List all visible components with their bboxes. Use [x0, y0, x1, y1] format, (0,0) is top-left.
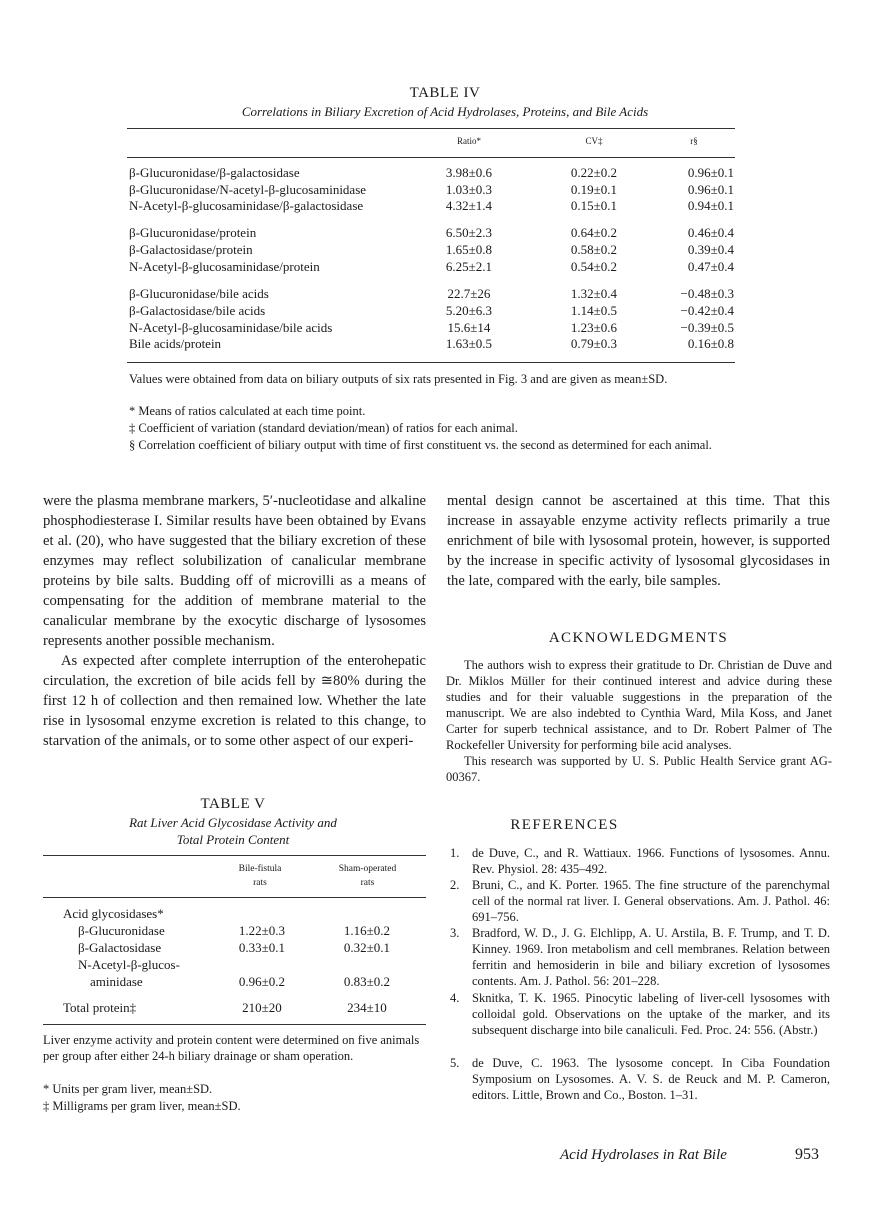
reference-item [450, 1055, 830, 1103]
cv-cell: 0.54±0.2 [570, 259, 618, 274]
page-number: 953 [795, 1146, 819, 1163]
cv-cell: 0.79±0.3 [570, 336, 618, 351]
reference-item [450, 845, 830, 877]
reference-item [450, 925, 830, 989]
left-column-text [43, 491, 426, 751]
table-v-subtitle: Total Protein Content [176, 832, 290, 847]
paragraph: mental design cannot be ascertained at this time. That this increase in assayable enzyme activity reflects primarily a true enrichment of bile with lysosomal protein, however, is supported by the increase in specific activity of lysosomal glycosidases in the late, compared with the early, bile samples. [447, 493, 830, 589]
table-row [129, 225, 735, 242]
row-label: β-Glucuronidase/protein [129, 225, 257, 240]
bile-fistula-cell: 0.33±0.1 [238, 940, 286, 955]
row-label: β-Glucuronidase/N-acetyl-β-glucosaminidase [129, 182, 367, 197]
sham-cell: 234±10 [347, 1000, 387, 1015]
r-cell: −0.48±0.3 [680, 286, 734, 301]
reference-number: 5. [450, 1056, 460, 1070]
row-label: N-Acetyl-β-glucosaminidase/bile acids [129, 320, 333, 335]
total-label: Total protein‡ [63, 1000, 137, 1015]
ratio-cell: 4.32±1.4 [445, 198, 493, 213]
sham-cell: 0.32±0.1 [343, 940, 391, 955]
ratio-cell: 3.98±0.6 [445, 165, 493, 180]
row-label: β-Glucuronidase/β-galactosidase [129, 165, 300, 180]
reference-item [450, 877, 830, 925]
cv-cell: 0.22±0.2 [570, 165, 618, 180]
row-label: β-Galactosidase/bile acids [129, 303, 266, 318]
table-iv-top-rule [127, 128, 735, 129]
references-heading: REFERENCES [510, 817, 619, 833]
reference-number: 4. [450, 991, 460, 1005]
cv-cell: 1.23±0.6 [570, 320, 618, 335]
acknowledgments-text [446, 657, 832, 785]
table-row [129, 242, 735, 259]
table-iv-header-ratio: Ratio* [457, 136, 481, 146]
ratio-cell: 1.65±0.8 [445, 242, 493, 257]
r-cell: 0.16±0.8 [687, 336, 734, 351]
reference-text: Sknitka, T. K. 1965. Pinocytic labeling of liver-cell lysosomes with colloidal gold. Observations on the uptake of the marker, and its subsequent discharge into bile canaliculi. Fed. Proc. 24: 556. (Abstr.) [472, 991, 830, 1037]
header-line: rats [360, 878, 375, 888]
row-label: N-Acetyl-β-glucos- [78, 957, 180, 972]
table-row [129, 336, 735, 353]
table-iv-footnote-cv: ‡ Coefficient of variation (standard deviation/mean) of ratios for each animal. [129, 421, 518, 435]
table-iv-footnote-note: Values were obtained from data on biliary outputs of six rats presented in Fig. 3 and are given as mean±SD. [129, 372, 668, 386]
reference-number: 1. [450, 846, 460, 860]
table-iv-footnote-r: § Correlation coefficient of biliary output with time of first constituent vs. the second as determined for each animal. [129, 438, 712, 452]
table-iv-header-rule [127, 157, 735, 158]
paragraph: This research was supported by U. S. Public Health Service grant AG-00367. [446, 754, 832, 784]
table-iv-header-r: r§ [690, 136, 698, 146]
r-cell: 0.39±0.4 [687, 242, 734, 257]
table-v-footnote-protein: ‡ Milligrams per gram liver, mean±SD. [43, 1099, 241, 1113]
row-label: N-Acetyl-β-glucosaminidase/protein [129, 259, 320, 274]
acknowledgments-heading: ACKNOWLEDGMENTS [548, 630, 729, 646]
row-label: β-Glucuronidase/bile acids [129, 286, 269, 301]
reference-text: Bradford, W. D., J. G. Elchlipp, A. U. Arstila, B. F. Trump, and T. D. Kinney. 1969. Iron metabolism and cell membranes. Relation between ferritin and hemosiderin in bile and biliary excretion of lysosomes contents. Am. J. Pathol. 56: 201–228. [472, 926, 830, 988]
table-iv-header-cv: CV‡ [585, 136, 603, 146]
bile-fistula-cell: 210±20 [242, 1000, 282, 1015]
row-label: β-Galactosidase/protein [129, 242, 253, 257]
ratio-cell: 6.25±2.1 [445, 259, 493, 274]
table-v-header-bile-fistula [215, 862, 305, 890]
table-row [129, 303, 735, 320]
reference-text: Bruni, C., and K. Porter. 1965. The fine structure of the parenchymal cell of the normal rat liver. I. General observations. Am. J. Pathol. 46: 691–756. [472, 878, 830, 924]
table-iv-title: TABLE IV [409, 85, 481, 101]
r-cell: 0.96±0.1 [687, 182, 734, 197]
sham-cell: 0.83±0.2 [343, 974, 391, 989]
row-label: Bile acids/protein [129, 336, 222, 351]
table-row [129, 165, 735, 182]
reference-number: 2. [450, 878, 460, 892]
r-cell: 0.47±0.4 [687, 259, 734, 274]
group-label: Acid glycosidases* [63, 906, 164, 921]
table-row [129, 286, 735, 303]
table-row [129, 259, 735, 276]
table-v-subtitle: Rat Liver Acid Glycosidase Activity and [129, 815, 337, 830]
table-v-title: TABLE V [200, 796, 266, 812]
r-cell: −0.42±0.4 [680, 303, 734, 318]
header-line: Sham-operated [338, 864, 397, 874]
table-iv-subtitle: Correlations in Biliary Excretion of Acid Hydrolases, Proteins, and Bile Acids [241, 104, 649, 119]
bile-fistula-cell: 0.96±0.2 [238, 974, 286, 989]
cv-cell: 1.32±0.4 [570, 286, 618, 301]
r-cell: 0.46±0.4 [687, 225, 734, 240]
cv-cell: 0.19±0.1 [570, 182, 618, 197]
reference-number: 3. [450, 926, 460, 940]
table-row [129, 320, 735, 337]
ratio-cell: 1.03±0.3 [445, 182, 493, 197]
running-head: Acid Hydrolases in Rat Bile [560, 1147, 727, 1163]
table-v-footnote-units: * Units per gram liver, mean±SD. [43, 1082, 213, 1096]
table-v-header-sham [320, 862, 415, 890]
bile-fistula-cell: 1.22±0.3 [238, 923, 286, 938]
r-cell: 0.96±0.1 [687, 165, 734, 180]
ratio-cell: 22.7±26 [447, 286, 491, 301]
row-label: β-Glucuronidase [78, 923, 165, 938]
paragraph: were the plasma membrane markers, 5′-nucleotidase and alkaline phosphodiesterase I. Similar results have been obtained by Evans et al. (20), who have suggested that the biliary excretion of these enzymes may reflect solubilization of canalicular membrane proteins by bile salts. Budding off of microvilli as a means of compensating for the addition of membrane material to the canalicular membrane by the exocytic discharge of lysosomes represents another possible mechanism. [43, 493, 426, 649]
row-label-continued: aminidase [90, 974, 143, 989]
table-v-bottom-rule [43, 1024, 426, 1025]
row-label: N-Acetyl-β-glucosaminidase/β-galactosidase [129, 198, 364, 213]
ratio-cell: 5.20±6.3 [445, 303, 493, 318]
table-row [129, 198, 735, 215]
ratio-cell: 15.6±14 [447, 320, 491, 335]
right-column-text [447, 491, 830, 591]
cv-cell: 0.15±0.1 [570, 198, 618, 213]
reference-item [450, 990, 830, 1038]
ratio-cell: 1.63±0.5 [445, 336, 493, 351]
sham-cell: 1.16±0.2 [343, 923, 391, 938]
reference-text: de Duve, C. 1963. The lysosome concept. In Ciba Foundation Symposium on Lysosomes. A. V. S. de Reuck and M. P. Cameron, editors. Little, Brown and Co., Boston. 1–31. [472, 1056, 830, 1102]
table-iv-bottom-rule [127, 362, 735, 363]
paragraph: As expected after complete interruption of the enterohepatic circulation, the excretion of bile acids fell by ≅80% during the first 12 h of collection and then remained low. Whether the late rise in lysosomal enzyme excretion is related to this change, to starvation of the animals, or to some other aspect of our experi- [43, 653, 426, 749]
table-v-top-rule [43, 855, 426, 856]
cv-cell: 1.14±0.5 [570, 303, 618, 318]
paragraph: The authors wish to express their gratitude to Dr. Christian de Duve and Dr. Miklos Müller for their continued interest and advice during these studies and for their valuable suggestions in the preparation of the manuscript. We are also indebted to Cynthia Ward, Mila Koss, and Janet Carter for superb technical assistance, and to Dr. Robert Palmer of The Rockefeller University for performing bile acid analyses. [446, 658, 832, 752]
r-cell: −0.39±0.5 [680, 320, 734, 335]
table-v-footnote-note: Liver enzyme activity and protein content were determined on five animals per group after either 24-h biliary drainage or sham operation. [43, 1033, 420, 1063]
header-line: Bile-fistula [238, 864, 282, 874]
table-row [129, 182, 735, 199]
cv-cell: 0.64±0.2 [570, 225, 618, 240]
row-label: β-Galactosidase [78, 940, 162, 955]
table-v-header-rule [43, 897, 426, 898]
table-iv-footnote-ratio: * Means of ratios calculated at each time point. [129, 404, 366, 418]
cv-cell: 0.58±0.2 [570, 242, 618, 257]
r-cell: 0.94±0.1 [687, 198, 734, 213]
ratio-cell: 6.50±2.3 [445, 225, 493, 240]
header-line: rats [253, 878, 267, 888]
reference-text: de Duve, C., and R. Wattiaux. 1966. Functions of lysosomes. Annu. Rev. Physiol. 28: 435–492. [472, 846, 830, 876]
